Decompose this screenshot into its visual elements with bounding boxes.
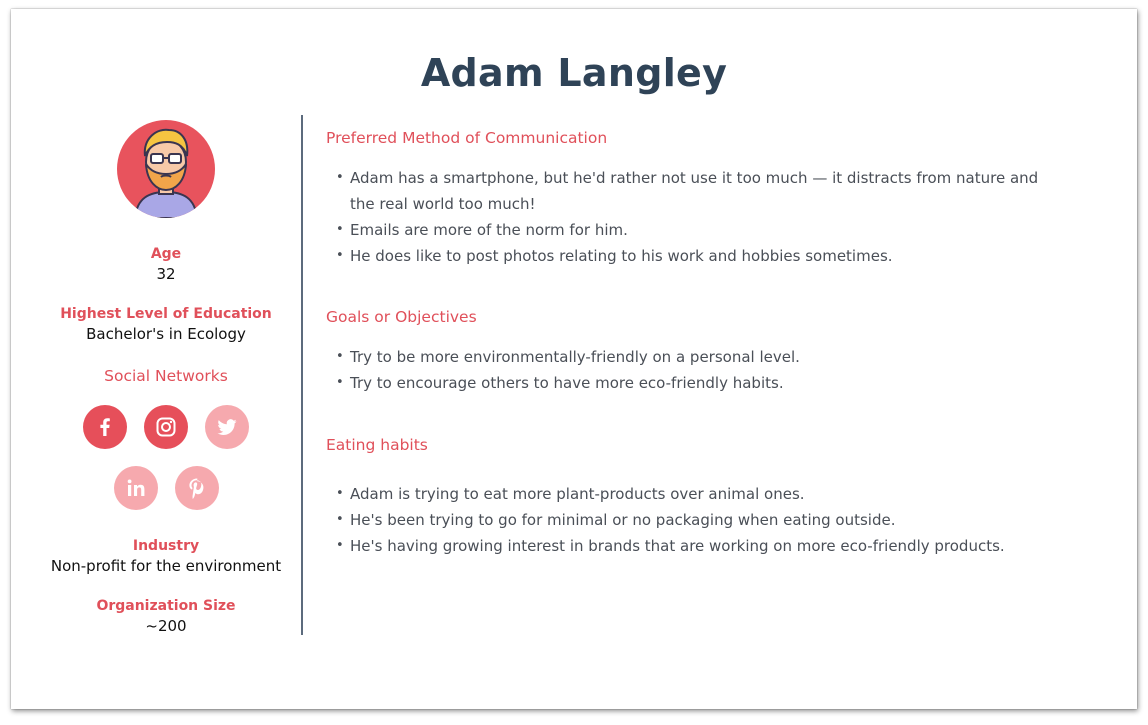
list-item: • He's having growing interest in brands that are working on more eco-friendly products. (350, 533, 1050, 559)
twitter-icon[interactable] (205, 405, 249, 449)
avatar (117, 120, 215, 218)
column-divider (301, 115, 303, 635)
list-item: • Try to be more environmentally-friendly on a personal level. (350, 344, 1050, 370)
persona-card (11, 9, 1137, 709)
industry-value: Non-profit for the environment (50, 557, 282, 575)
org-size-label: Organization Size (96, 598, 236, 614)
linkedin-icon[interactable] (114, 466, 158, 510)
list-item: • Adam has a smartphone, but he'd rather not use it too much — it distracts from nature and the real world too much! (350, 165, 1050, 217)
list-item: • He's been trying to go for minimal or no packaging when eating outside. (350, 507, 1050, 533)
section-heading-eating: Eating habits (326, 436, 428, 454)
social-networks-label: Social Networks (104, 367, 228, 385)
facebook-icon[interactable] (83, 405, 127, 449)
section-heading-communication: Preferred Method of Communication (326, 129, 608, 147)
communication-list (326, 165, 1050, 269)
education-label: Highest Level of Education (60, 306, 272, 322)
age-label: Age (150, 246, 182, 262)
age-value: 32 (156, 265, 176, 283)
instagram-icon[interactable] (144, 405, 188, 449)
section-heading-goals: Goals or Objectives (326, 308, 477, 326)
list-item: • Try to encourage others to have more eco-friendly habits. (350, 370, 1050, 396)
list-item: • Emails are more of the norm for him. (350, 217, 1050, 243)
avatar-illustration (117, 120, 215, 218)
list-item: • Adam is trying to eat more plant-products over animal ones. (350, 481, 1050, 507)
education-value: Bachelor's in Ecology (86, 325, 246, 343)
org-size-value: ~200 (145, 617, 187, 635)
pinterest-icon[interactable] (175, 466, 219, 510)
persona-name: Adam Langley (420, 51, 728, 95)
list-item: • He does like to post photos relating to his work and hobbies sometimes. (350, 243, 1050, 269)
eating-list (326, 481, 1050, 559)
goals-list (326, 344, 1050, 396)
industry-label: Industry (132, 538, 200, 554)
